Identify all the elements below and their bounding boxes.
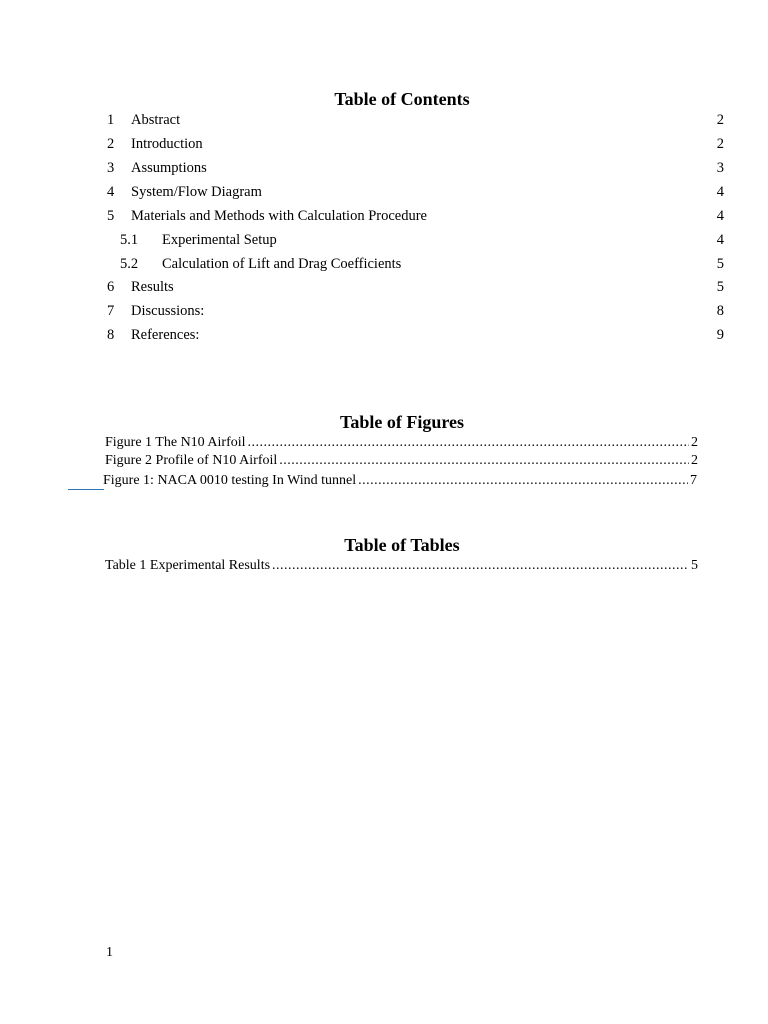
toc-entry-number: 8 bbox=[107, 327, 115, 343]
toc-entry-number: 5 bbox=[107, 208, 115, 224]
toc-entry-title: References: bbox=[131, 327, 200, 343]
toc-heading: Table of Contents bbox=[334, 89, 470, 109]
toc-entry-number: 5.1 bbox=[120, 232, 139, 248]
toc-entry[interactable] bbox=[107, 206, 724, 226]
toc-entry-page: 2 bbox=[716, 136, 724, 152]
table-entry-title: Table 1 Experimental Results bbox=[105, 558, 271, 573]
toc-entry-number: 2 bbox=[107, 136, 115, 152]
toc-entry-page: 9 bbox=[716, 327, 724, 343]
toc-entry[interactable] bbox=[107, 134, 724, 154]
figure-entry-page: 2 bbox=[691, 435, 698, 450]
toc-entry-title: Experimental Setup bbox=[162, 232, 277, 248]
toc-entry-title: Introduction bbox=[131, 136, 203, 152]
toc-entry[interactable] bbox=[107, 182, 724, 202]
figure-entry-title: Figure 1: NACA 0010 testing In Wind tunnel bbox=[103, 473, 357, 488]
toc-subentry[interactable] bbox=[107, 254, 724, 274]
dot-leader bbox=[272, 557, 689, 575]
figure-entry[interactable] bbox=[105, 452, 698, 470]
figures-heading: Table of Figures bbox=[339, 412, 464, 432]
toc-entry-title: Results bbox=[131, 279, 174, 295]
toc-entry-title: Materials and Methods with Calculation Procedure bbox=[131, 208, 427, 224]
toc-entry-page: 3 bbox=[716, 160, 724, 176]
figure-entry-page: 2 bbox=[691, 453, 698, 468]
revision-mark-line bbox=[68, 489, 104, 490]
table-entry-page: 5 bbox=[691, 558, 698, 573]
figure-entry-title: Figure 2 Profile of N10 Airfoil bbox=[105, 453, 278, 468]
toc-entry[interactable] bbox=[107, 325, 724, 345]
page-number: 1 bbox=[106, 945, 113, 960]
dot-leader bbox=[358, 472, 688, 490]
toc-entry-page: 8 bbox=[716, 303, 724, 319]
toc-entry[interactable] bbox=[107, 277, 724, 297]
toc-entry-number: 1 bbox=[107, 112, 115, 128]
toc-entry-page: 2 bbox=[716, 112, 724, 128]
toc-subentry[interactable] bbox=[107, 230, 724, 250]
toc-entry-number: 7 bbox=[107, 303, 115, 319]
toc-entry-page: 4 bbox=[716, 208, 724, 224]
toc-entry-title: System/Flow Diagram bbox=[131, 184, 262, 200]
toc-entry-page: 5 bbox=[716, 256, 724, 272]
figure-entry[interactable] bbox=[103, 472, 697, 490]
toc-entry-title: Abstract bbox=[131, 112, 181, 128]
toc-entry-title: Assumptions bbox=[131, 160, 207, 176]
toc-entry-number: 6 bbox=[107, 279, 115, 295]
toc-entry[interactable] bbox=[107, 301, 724, 321]
figure-entry-title: Figure 1 The N10 Airfoil bbox=[105, 435, 246, 450]
tables-heading: Table of Tables bbox=[344, 535, 460, 555]
toc-entry-number: 3 bbox=[107, 160, 115, 176]
dot-leader bbox=[279, 452, 689, 470]
toc-entry-number: 5.2 bbox=[120, 256, 139, 272]
table-entry[interactable] bbox=[105, 557, 698, 575]
figure-entry-page: 7 bbox=[690, 473, 697, 488]
figure-entry[interactable] bbox=[105, 434, 698, 452]
toc-entry[interactable] bbox=[107, 158, 724, 178]
toc-entry[interactable] bbox=[107, 110, 724, 130]
toc-entry-title: Discussions: bbox=[131, 303, 205, 319]
toc-entry-title: Calculation of Lift and Drag Coefficients bbox=[162, 256, 402, 272]
toc-entry-page: 5 bbox=[716, 279, 724, 295]
dot-leader bbox=[248, 434, 689, 452]
toc-entry-number: 4 bbox=[107, 184, 115, 200]
toc-entry-page: 4 bbox=[716, 184, 724, 200]
toc-entry-page: 4 bbox=[716, 232, 724, 248]
